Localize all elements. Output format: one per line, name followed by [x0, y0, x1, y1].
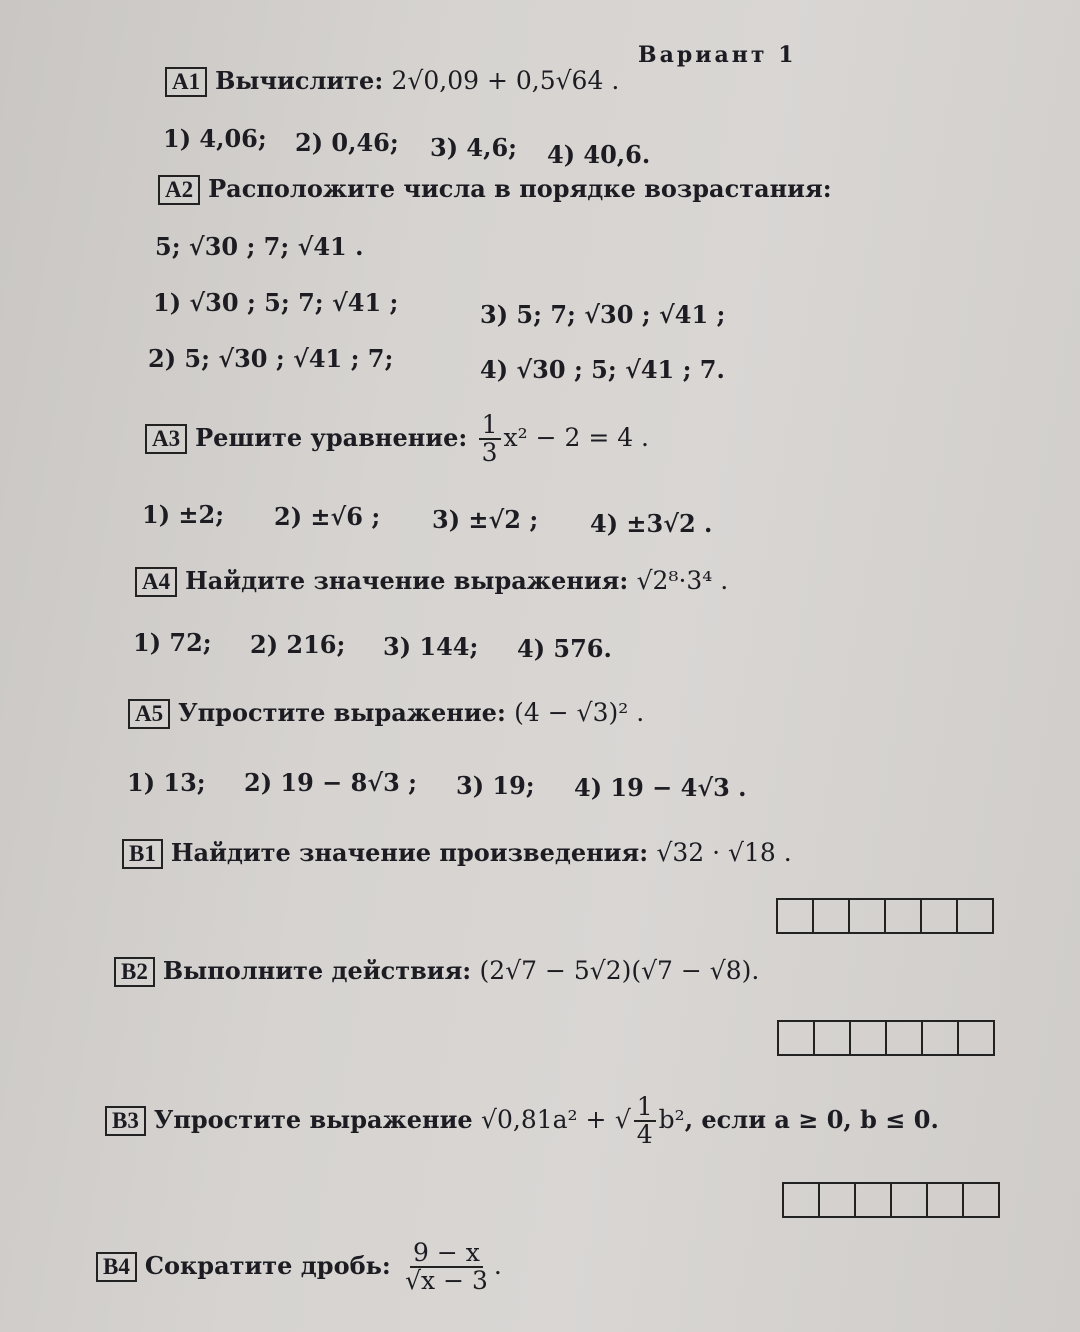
variant-title: Вариант 1 [638, 42, 797, 68]
answer-a5-option-1: 1) 13; [127, 768, 206, 797]
question-b2-expression: (2√7 − 5√2)(√7 − √8). [479, 956, 760, 985]
task-label-b2: B2 [114, 957, 155, 987]
answer-cell [778, 900, 814, 932]
task-label-a3: A3 [145, 424, 187, 454]
answer-cell [958, 900, 992, 932]
question-a4 [135, 566, 728, 597]
question-b2 [114, 956, 759, 987]
answer-grid-b3 [782, 1182, 1000, 1218]
answer-cell [851, 1022, 887, 1054]
answer-grid-b1 [776, 898, 994, 934]
question-b1-text: Найдите значение произведения: [170, 838, 649, 867]
question-b3-text: Упростите выражение [153, 1104, 473, 1134]
question-a3-expression: x² − 2 = 4 . [503, 422, 650, 452]
task-label-a1: A1 [165, 67, 207, 97]
answer-a3-option-2: 2) ±√6 ; [274, 502, 381, 531]
answer-a2-option-4: 4) √30 ; 5; √41 ; 7. [480, 355, 725, 384]
question-b3-expression-part1: √0,81a² + [481, 1104, 607, 1134]
answer-cell [850, 900, 886, 932]
question-a2-numbers: 5; √30 ; 7; √41 . [155, 232, 364, 261]
question-b4-tail: . [493, 1250, 502, 1280]
answer-a1-option-1: 1) 4,06; [163, 124, 267, 153]
task-label-a4: A4 [135, 567, 177, 597]
answer-cell [815, 1022, 851, 1054]
answer-a4-option-4: 4) 576. [517, 634, 612, 663]
question-a4-expression: √2⁸·3⁴ . [636, 566, 729, 595]
answer-cell [856, 1184, 892, 1216]
answer-cell [922, 900, 958, 932]
question-b4-fraction [402, 1240, 491, 1295]
task-label-a5: A5 [128, 699, 170, 729]
fraction-numerator: 9 − x [410, 1240, 483, 1268]
answer-a1-option-3: 3) 4,6; [430, 133, 518, 162]
question-b1 [122, 838, 792, 869]
answer-cell [814, 900, 850, 932]
task-label-a2: A2 [158, 175, 200, 205]
answer-a1-option-2: 2) 0,46; [295, 128, 399, 157]
question-b4 [96, 1240, 502, 1295]
question-b1-expression: √32 · √18 . [656, 838, 792, 867]
answer-cell [784, 1184, 820, 1216]
task-label-b4: B4 [96, 1252, 137, 1282]
question-a2 [158, 174, 832, 205]
answer-cell [928, 1184, 964, 1216]
question-a3-text: Решите уравнение: [195, 422, 468, 452]
question-b3-expression-part2: b² [658, 1104, 685, 1134]
question-a4-text: Найдите значение выражения: [185, 566, 629, 595]
answer-a3-option-3: 3) ±√2 ; [432, 505, 539, 534]
question-a2-text: Расположите числа в порядке возрастания: [208, 174, 832, 203]
answer-cell [887, 1022, 923, 1054]
answer-a4-option-3: 3) 144; [383, 632, 479, 661]
answer-cell [779, 1022, 815, 1054]
answer-a5-option-4: 4) 19 − 4√3 . [574, 773, 747, 802]
answer-a5-option-3: 3) 19; [456, 771, 535, 800]
answer-cell [892, 1184, 928, 1216]
question-b3-condition: , если a ≥ 0, b ≤ 0. [684, 1104, 939, 1134]
answer-grid-b2 [777, 1020, 995, 1056]
question-a5 [128, 698, 644, 729]
question-a1-expression: 2√0,09 + 0,5√64 . [391, 66, 620, 95]
fraction-denominator: 4 [636, 1120, 653, 1150]
answer-cell [886, 900, 922, 932]
answer-a1-option-4: 4) 40,6. [547, 140, 651, 169]
fraction-denominator: 3 [481, 438, 498, 468]
question-a3-fraction [479, 412, 501, 467]
question-a1 [165, 66, 619, 97]
answer-a4-option-1: 1) 72; [133, 628, 212, 657]
question-b2-text: Выполните действия: [162, 956, 472, 985]
question-b3-fraction [634, 1094, 656, 1149]
answer-cell [964, 1184, 998, 1216]
answer-a4-option-2: 2) 216; [250, 630, 346, 659]
question-a1-text: Вычислите: [215, 66, 384, 95]
answer-a2-option-1: 1) √30 ; 5; 7; √41 ; [153, 288, 399, 317]
question-a5-expression: (4 − √3)² . [514, 698, 645, 727]
task-label-b3: B3 [105, 1106, 146, 1136]
fraction-numerator: 1 [634, 1094, 656, 1122]
answer-a3-option-1: 1) ±2; [142, 500, 225, 529]
question-a5-text: Упростите выражение: [178, 698, 506, 727]
answer-a2-option-3: 3) 5; 7; √30 ; √41 ; [480, 300, 726, 329]
task-label-b1: B1 [122, 839, 163, 869]
question-b4-text: Сократите дробь: [144, 1250, 391, 1280]
answer-a3-option-4: 4) ±3√2 . [590, 509, 713, 538]
answer-a5-option-2: 2) 19 − 8√3 ; [244, 768, 418, 797]
answer-cell [923, 1022, 959, 1054]
question-a3 [145, 412, 649, 467]
answer-cell [820, 1184, 856, 1216]
question-b3: B3 Упростите выражение √0,81a² + √ $\frac{1}{4}$ b², если a ≥ 0, b ≤ 0. [105, 1094, 939, 1149]
fraction-denominator: √x − 3 [405, 1266, 488, 1296]
fraction-numerator: 1 [479, 412, 501, 440]
answer-a2-option-2: 2) 5; √30 ; √41 ; 7; [148, 344, 394, 373]
answer-cell [959, 1022, 993, 1054]
